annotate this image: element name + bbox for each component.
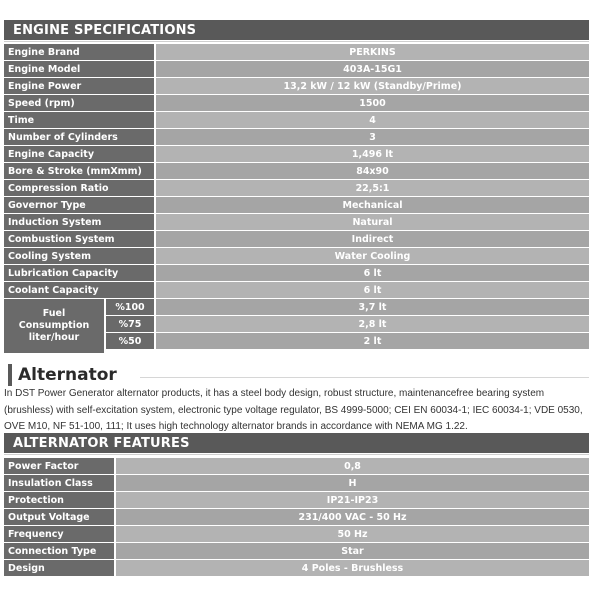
engine-specifications-header: [4, 20, 589, 40]
fuel-consumption-label: [4, 299, 104, 353]
fuel-row-75: [106, 316, 589, 332]
spec-value: 0,8: [116, 458, 589, 474]
spec-value: H: [116, 475, 589, 491]
header-divider: [4, 454, 589, 455]
heading-divider: [140, 377, 589, 378]
spec-label: Induction System: [4, 214, 154, 230]
alt-row-power-factor: [4, 458, 589, 474]
spec-row-coolant-capacity: [4, 282, 589, 298]
spec-row-combustion-system: [4, 231, 589, 247]
spec-value: 1500: [156, 95, 589, 111]
spec-row-induction-system: [4, 214, 589, 230]
spec-label: Time: [4, 112, 154, 128]
spec-value: PERKINS: [156, 44, 589, 60]
alternator-heading: [8, 362, 117, 388]
heading-accent-bar: [8, 364, 12, 386]
spec-row-compression-ratio: [4, 180, 589, 196]
spec-label: Connection Type: [4, 543, 114, 559]
spec-value: 231/400 VAC - 50 Hz: [116, 509, 589, 525]
fuel-value: 3,7 lt: [156, 299, 589, 315]
spec-row-engine-capacity: [4, 146, 589, 162]
alternator-features-header: [4, 433, 589, 453]
spec-label: Number of Cylinders: [4, 129, 154, 145]
spec-label: Governor Type: [4, 197, 154, 213]
fuel-label-line: Fuel: [42, 308, 66, 319]
spec-label: Engine Power: [4, 78, 154, 94]
spec-value: 1,496 lt: [156, 146, 589, 162]
spec-value: Mechanical: [156, 197, 589, 213]
spec-value: Water Cooling: [156, 248, 589, 264]
fuel-load-percent: %75: [106, 316, 154, 332]
spec-label: Engine Brand: [4, 44, 154, 60]
spec-value: Natural: [156, 214, 589, 230]
spec-label: Engine Model: [4, 61, 154, 77]
spec-row-engine-power: [4, 78, 589, 94]
fuel-load-percent: %100: [106, 299, 154, 315]
spec-label: Speed (rpm): [4, 95, 154, 111]
spec-value: IP21-IP23: [116, 492, 589, 508]
fuel-value: 2 lt: [156, 333, 589, 349]
spec-label: Coolant Capacity: [4, 282, 154, 298]
spec-value: 13,2 kW / 12 kW (Standby/Prime): [156, 78, 589, 94]
fuel-value: 2,8 lt: [156, 316, 589, 332]
fuel-label-line: Consumption: [18, 320, 90, 331]
spec-value: 4 Poles - Brushless: [116, 560, 589, 576]
fuel-load-percent: %50: [106, 333, 154, 349]
spec-value: Star: [116, 543, 589, 559]
spec-row-engine-brand: [4, 44, 589, 60]
alt-row-protection: [4, 492, 589, 508]
spec-row-governor-type: [4, 197, 589, 213]
spec-row-engine-model: [4, 61, 589, 77]
spec-label: Power Factor: [4, 458, 114, 474]
alt-row-output-voltage: [4, 509, 589, 525]
spec-label: Bore & Stroke (mmXmm): [4, 163, 154, 179]
spec-label: Engine Capacity: [4, 146, 154, 162]
alt-row-design: [4, 560, 589, 576]
spec-value: 84x90: [156, 163, 589, 179]
spec-value: Indirect: [156, 231, 589, 247]
spec-value: 50 Hz: [116, 526, 589, 542]
spec-row-speed: [4, 95, 589, 111]
engine-specifications-title: ENGINE SPECIFICATIONS: [13, 22, 197, 38]
fuel-label-line: liter/hour: [28, 332, 80, 343]
alternator-description: In DST Power Generator alternator products, it has a steel body design, robust structure, maintenancefree bearing system (brushless) with self-excitation system, electronic type voltage regulator, BS 4999-5000; CEI EN 60034-1; IEC 60034-1; VDE 0530, OVE M10, NF 51-100, 111; It uses high technology alternator brands in accordance with NEMA MG 1.22.: [4, 388, 583, 432]
spec-value: 6 lt: [156, 282, 589, 298]
spec-label: Compression Ratio: [4, 180, 154, 196]
spec-row-lubrication-capacity: [4, 265, 589, 281]
spec-value: 4: [156, 112, 589, 128]
spec-row-time: [4, 112, 589, 128]
spec-label: Output Voltage: [4, 509, 114, 525]
alternator-features-title: ALTERNATOR FEATURES: [13, 435, 190, 451]
alt-row-connection-type: [4, 543, 589, 559]
fuel-row-100: [106, 299, 589, 315]
spec-label: Protection: [4, 492, 114, 508]
alt-row-insulation-class: [4, 475, 589, 491]
spec-row-cooling-system: [4, 248, 589, 264]
spec-label: Frequency: [4, 526, 114, 542]
spec-row-cylinders: [4, 129, 589, 145]
spec-value: 22,5:1: [156, 180, 589, 196]
fuel-row-50: [106, 333, 589, 349]
alternator-title: Alternator: [18, 365, 117, 385]
spec-label: Cooling System: [4, 248, 154, 264]
spec-label: Combustion System: [4, 231, 154, 247]
spec-value: 6 lt: [156, 265, 589, 281]
spec-value: 3: [156, 129, 589, 145]
fuel-consumption-block: [4, 299, 589, 353]
spec-row-bore-stroke: [4, 163, 589, 179]
spec-label: Design: [4, 560, 114, 576]
spec-label: Lubrication Capacity: [4, 265, 154, 281]
alt-row-frequency: [4, 526, 589, 542]
spec-value: 403A-15G1: [156, 61, 589, 77]
header-divider: [4, 41, 589, 42]
spec-label: Insulation Class: [4, 475, 114, 491]
